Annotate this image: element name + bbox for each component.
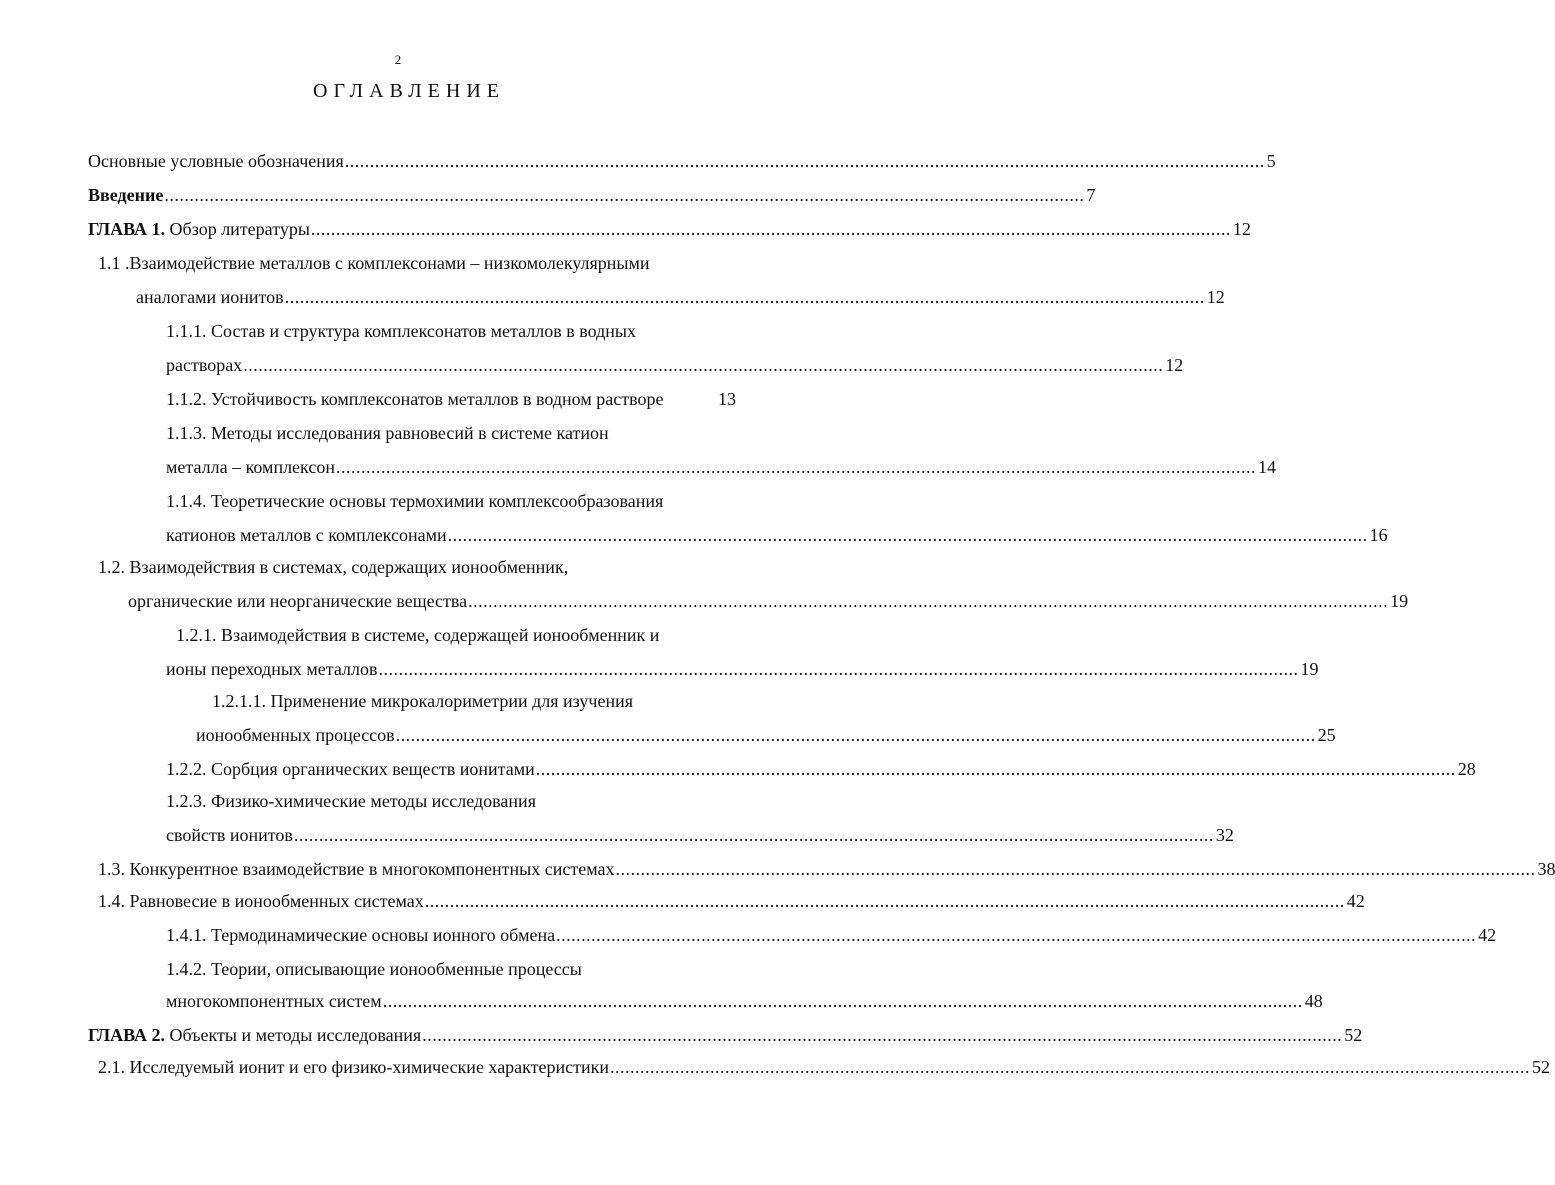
leader-dots: ........................................................................................................................................................................................ [610, 1057, 1531, 1077]
leader-dots: ........................................................................................................................................................................................ [535, 759, 1456, 779]
chapter-label: ГЛАВА 1. [88, 219, 166, 239]
toc-entry-text: 1.2.3. Физико-химические методы исследования [166, 791, 536, 811]
toc-entry-text: свойств ионитов [166, 825, 293, 845]
toc-entry-text: 1.2.2. Сорбция органических веществ ионитами [166, 759, 535, 779]
toc-entry [0, 654, 1319, 684]
toc-entry-text: 1.1.3. Методы исследования равновесий в системе катион [166, 423, 609, 443]
toc-entry-page: 7 [1086, 185, 1096, 205]
toc-entry [0, 886, 1365, 916]
leader-dots: ........................................................................................................................................................................................ [293, 825, 1214, 845]
leader-dots: ........................................................................................................................................................................................ [344, 151, 1265, 171]
toc-entry-page: 5 [1266, 151, 1276, 171]
toc-entry-line1 [0, 786, 796, 816]
toc-entry-text: металла – комплексон [166, 457, 335, 477]
toc-entry-page: 16 [1369, 525, 1388, 545]
toc-entry-text: растворах [166, 355, 243, 375]
toc-entry-line1 [0, 418, 796, 448]
leader-dots: ........................................................................................................................................................................................ [422, 1025, 1343, 1045]
toc-entry-text: 1.1 .Взаимодействие металлов с комплексонами – низкомолекулярными [98, 253, 650, 273]
toc-entry-text: 1.2.1. Взаимодействия в системе, содержащей ионообменник и [176, 625, 660, 645]
toc-entry-text: 2.1. Исследуемый ионит и его физико-химические характеристики [98, 1057, 610, 1077]
toc-entry-text: аналогами ионитов [136, 287, 284, 307]
toc-entry-page: 38 [1537, 859, 1555, 879]
toc-entry [0, 520, 1388, 550]
toc-entry-text: 1.1.2. Устойчивость комплексонатов металлов в водном растворе [166, 389, 664, 409]
toc-entry-text: 1.2.1.1. Применение микрокалориметрии для изучения [212, 691, 633, 711]
toc-entry-page: 12 [1206, 287, 1225, 307]
toc-entry-page: 52 [1532, 1057, 1551, 1077]
toc-entry-line1 [0, 552, 796, 582]
leader-dots: ........................................................................................................................................................................................ [284, 287, 1205, 307]
leader-dots: ........................................................................................................................................................................................ [468, 591, 1389, 611]
toc-entry-text: Введение [88, 185, 164, 205]
leader-dots: ........................................................................................................................................................................................ [447, 525, 1368, 545]
toc-entry-line1 [0, 954, 796, 984]
toc-entry [0, 350, 1184, 380]
toc-entry [0, 180, 1096, 210]
toc-entry [0, 754, 1476, 784]
leader-dots: ........................................................................................................................................................................................ [164, 185, 1085, 205]
toc-entry [0, 920, 1497, 950]
toc-entry-page: 14 [1257, 457, 1276, 477]
toc-entry-text: 1.2. Взаимодействия в системах, содержащих ионообменник, [98, 557, 569, 577]
toc-entry-page: 12 [1232, 219, 1251, 239]
toc-entry [0, 720, 1336, 750]
toc-entry-text: 1.4.1. Термодинамические основы ионного обмена [166, 925, 556, 945]
toc-entry-text: ионообменных процессов [196, 725, 395, 745]
leader-dots: ........................................................................................................................................................................................ [382, 991, 1303, 1011]
toc-entry-page: 52 [1344, 1025, 1363, 1045]
leader-dots: ........................................................................................................................................................................................ [424, 891, 1345, 911]
toc-entry [0, 384, 796, 414]
toc-entry [0, 586, 1409, 616]
toc-entry [0, 820, 1234, 850]
toc-entry-text: 1.4. Равновесие в ионообменных системах [98, 891, 424, 911]
leader-dots: ........................................................................................................................................................................................ [395, 725, 1316, 745]
toc-entry-text: органические или неорганические вещества [128, 591, 468, 611]
toc-entry-line1 [0, 620, 796, 650]
toc-entry-page: 42 [1478, 925, 1497, 945]
leader-dots: ........................................................................................................................................................................................ [335, 457, 1256, 477]
toc-entry-page: 12 [1165, 355, 1184, 375]
toc-entry-text: 1.1.1. Состав и структура комплексонатов металлов в водных [166, 321, 636, 341]
toc-entry-text: Обзор литературы [165, 219, 310, 239]
toc-entry-text: катионов металлов с комплексонами [166, 525, 447, 545]
toc-entry-page: 48 [1304, 991, 1323, 1011]
toc-entry [0, 854, 1555, 884]
toc-entry-text: Основные условные обозначения [88, 151, 344, 171]
toc-entry [0, 452, 1276, 482]
toc-entry-line1 [0, 248, 796, 278]
toc-entry-text: 1.3. Конкурентное взаимодействие в многокомпонентных системах [98, 859, 615, 879]
toc-entry-page: 32 [1215, 825, 1234, 845]
toc-entry-line1 [0, 316, 796, 346]
toc-entry-page: 13 [718, 389, 736, 409]
leader-dots: ........................................................................................................................................................................................ [243, 355, 1164, 375]
toc-entry [0, 1052, 1551, 1082]
toc-entry-page: 28 [1457, 759, 1476, 779]
toc-entry-line1 [0, 486, 796, 516]
toc-entry-text: 1.4.2. Теории, описывающие ионообменные процессы [166, 959, 582, 979]
toc-entry-page: 25 [1317, 725, 1336, 745]
toc-entry-page: 19 [1300, 659, 1319, 679]
toc-entry [0, 1020, 1363, 1050]
toc-entry-line1 [0, 686, 796, 716]
leader-dots: ........................................................................................................................................................................................ [310, 219, 1231, 239]
page-number: 2 [394, 52, 402, 67]
toc-entry [0, 282, 1225, 312]
toc-entry [0, 146, 1276, 176]
toc-title: ОГЛАВЛЕНИЕ [313, 80, 505, 102]
toc-entry-page: 42 [1346, 891, 1365, 911]
leader-dots: ........................................................................................................................................................................................ [556, 925, 1477, 945]
toc-entry [0, 214, 1251, 244]
toc-entry [0, 986, 1323, 1016]
toc-entry-page: 19 [1390, 591, 1409, 611]
leader-dots: ........................................................................................................................................................................................ [615, 859, 1536, 879]
leader-dots: ........................................................................................................................................................................................ [378, 659, 1299, 679]
toc-entry-text: ионы переходных металлов [166, 659, 378, 679]
toc-entry-text: 1.1.4. Теоретические основы термохимии комплексообразования [166, 491, 664, 511]
toc-entry-text: Объекты и методы исследования [165, 1025, 422, 1045]
chapter-label: ГЛАВА 2. [88, 1025, 166, 1045]
toc-entry-text: многокомпонентных систем [166, 991, 382, 1011]
